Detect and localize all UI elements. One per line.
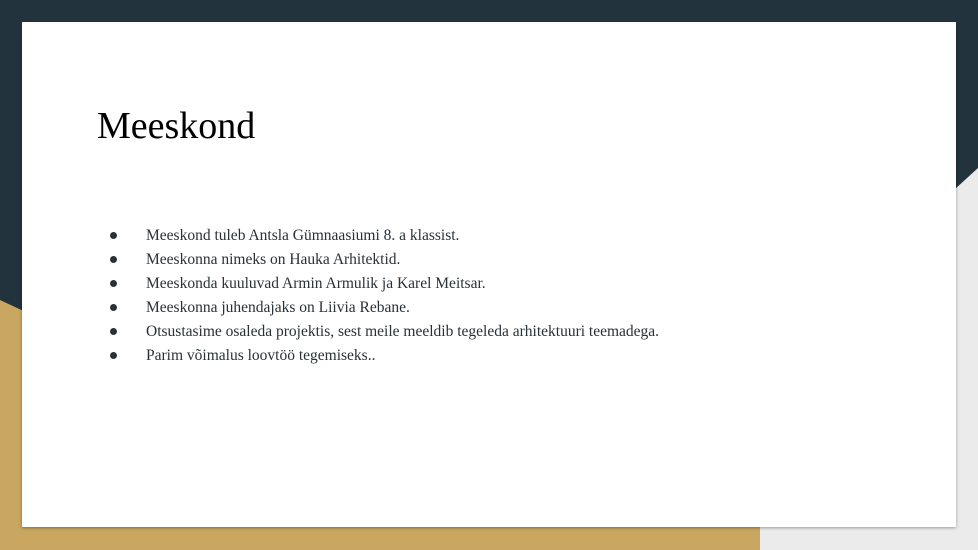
list-item [110, 320, 659, 344]
bullet-dot [110, 280, 117, 287]
list-item [110, 248, 659, 272]
bullet-dot [110, 232, 117, 239]
list-item [110, 344, 659, 368]
list-item-text: Meeskonna juhendajaks on Liivia Rebane. [146, 299, 410, 316]
bullet-dot [110, 304, 117, 311]
list-item-text: Otsustasime osaleda projektis, sest meile meeldib tegeleda arhitektuuri teemadega. [146, 323, 660, 340]
slide-card [22, 22, 956, 527]
list-item [110, 272, 659, 296]
slide-title: Meeskond [97, 105, 256, 147]
list-item [110, 224, 659, 248]
bullet-dot [110, 328, 117, 335]
list-item-text: Meeskonda kuuluvad Armin Armulik ja Karel Meitsar. [146, 275, 486, 292]
bullet-dot [110, 256, 117, 263]
list-item [110, 296, 659, 320]
bullet-list [110, 224, 659, 368]
bullet-dot [110, 352, 117, 359]
list-item-text: Meeskonna nimeks on Hauka Arhitektid. [146, 251, 401, 268]
list-item-text: Parim võimalus loovtöö tegemiseks.. [146, 347, 376, 364]
list-item-text: Meeskond tuleb Antsla Gümnaasiumi 8. a klassist. [146, 227, 460, 244]
